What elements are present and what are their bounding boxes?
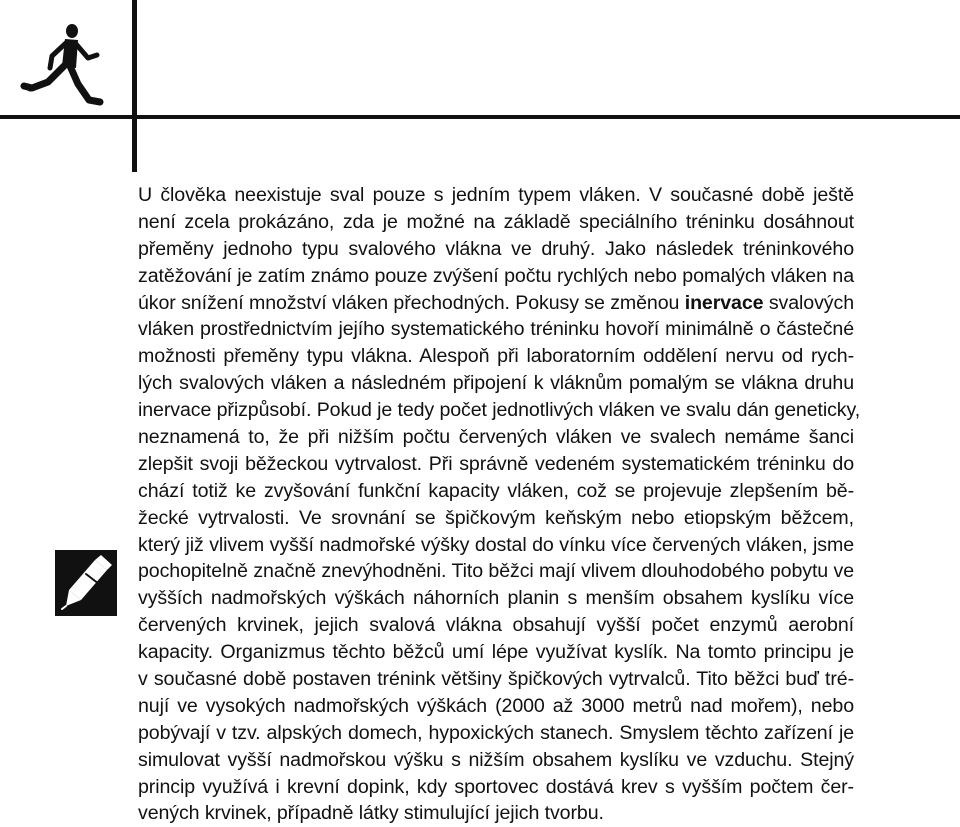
text-line-with-term: [138, 290, 854, 317]
text-line: inervace přizpůsobí. Pokud je tedy počet jednotlivých vláken ve svalu dán geneticky,: [138, 399, 861, 422]
text-line: možnosti přeměny typu vlákna. Alespoň při laboratorním oddělení nervu od rych-: [138, 345, 854, 368]
text-line: přeměny jednoho typu svalového vlákna ve druhý. Jako následek tréninkového: [138, 237, 854, 260]
text-line: vyšších nadmořských výškách náhorních planin s menším obsahem kyslíku více: [138, 587, 854, 610]
text-line: není zcela prokázáno, zda je možné na základě speciálního tréninku dosáhnout: [138, 210, 854, 233]
text-line: vláken prostřednictvím jejího systematického tréninku hovoří minimálně o částečné: [138, 318, 854, 341]
text-line: kapacity. Organizmus těchto běžců umí lépe využívat kyslík. Na tomto principu je: [138, 641, 854, 664]
pen-note-icon: [55, 550, 117, 616]
text-line: zlepšit svoji běžeckou vytrvalost. Při správně vedeném systematickém tréninku do: [138, 452, 854, 475]
running-figure-icon: [18, 22, 114, 108]
header-vertical-rule: [132, 0, 137, 172]
text-segment: svalových: [768, 291, 854, 314]
emphasized-term: inervace: [684, 291, 764, 314]
text-line: simulovat vyšší nadmořskou výšku s nižším obsahem kyslíku ve vzduchu. Stejný: [138, 748, 854, 771]
text-line: nují ve vysokých nadmořských výškách (2000 až 3000 metrů nad mořem), nebo: [138, 694, 854, 717]
text-line: neznamená to, že při nižším počtu červených vláken ve svalech nemáme šanci: [138, 426, 854, 449]
text-line: pobývají v tzv. alpských domech, hypoxických stanech. Smyslem těchto zařízení je: [138, 721, 854, 744]
text-line: žecké vytrvalosti. Ve srovnání se špičkovým keňským nebo etiopským běžcem,: [138, 506, 854, 529]
header-horizontal-rule: [0, 115, 960, 119]
body-paragraph: [138, 182, 861, 827]
text-line: princip využívá i krevní dopink, kdy sportovec dostává krev s vyšším počtem čer-: [138, 775, 854, 798]
text-line: červených krvinek, jejich svalová vlákna obsahují vyšší počet enzymů aerobní: [138, 614, 854, 637]
text-line: lých svalových vláken a následném připojení k vláknům pomalým se vlákna druhu: [138, 372, 854, 395]
text-line: U člověka neexistuje sval pouze s jedním typem vláken. V současné době ještě: [138, 184, 854, 206]
text-line: v současné době postaven trénink většiny špičkových vytrvalců. Tito běžci buď tré-: [138, 668, 854, 691]
text-segment: úkor snížení množství vláken přechodných. Pokusy se změnou: [138, 291, 680, 314]
text-line: zatěžování je zatím známo pouze zvýšení počtu rychlých nebo pomalých vláken na: [138, 264, 854, 287]
text-line: který již vlivem vyšší nadmořské výšky dostal do vínku více červených vláken, jsme: [138, 533, 854, 556]
text-line: pochopitelně značně znevýhodněni. Tito běžci mají vlivem dlouhodobého pobytu ve: [138, 560, 854, 583]
text-line: chází totiž ke zvyšování funkční kapacity vláken, což se projevuje zlepšením bě-: [138, 479, 854, 502]
text-line: vených krvinek, případně látky stimulující jejich tvorbu.: [138, 802, 604, 825]
